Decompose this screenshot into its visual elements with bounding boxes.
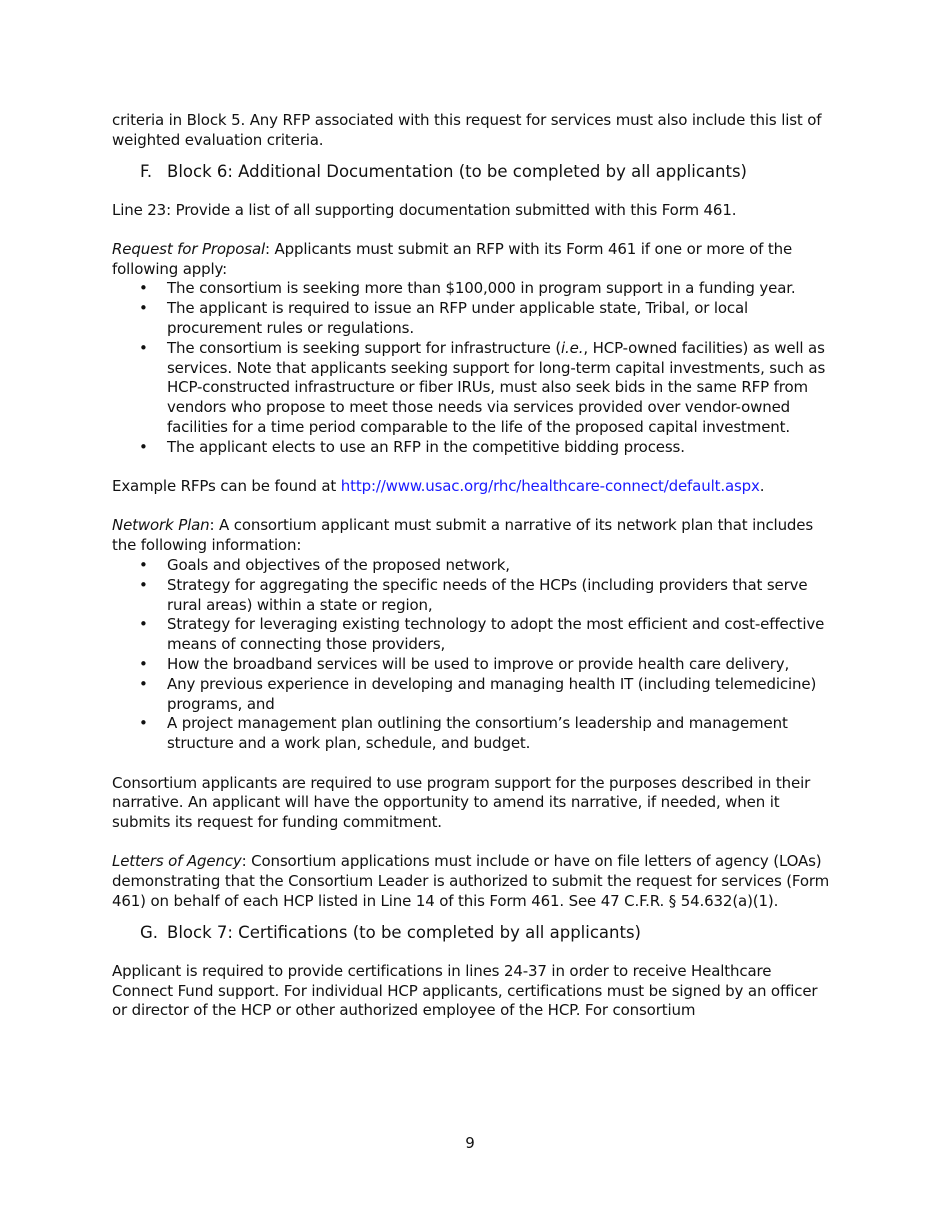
consortium-paragraph: Consortium applicants are required to use program support for the purposes described in their narrative. An applicant will have the opportunity to amend its narrative, if needed, when it submits its request for funding commitment.: [112, 773, 811, 832]
list-item: • Any previous experience in developing and managing health IT (including telemedicine) programs, and: [139, 674, 817, 713]
loa-text: : Consortium applications must include or have on file letters of agency (LOAs) demonstrating that the Consortium Leader is authorized to submit the request for services (Form 461) on behalf of each HCP listed in Line 14 of this Form 461. See 47 C.F.R. § 54.632(a)(1).: [112, 852, 830, 910]
list-item: • The applicant is required to issue an RFP under applicable state, Tribal, or local procurement rules or regulations.: [139, 299, 749, 338]
certifications-paragraph: Applicant is required to provide certifications in lines 24-37 in order to receive Healthcare Connect Fund support. For individual HCP applicants, certifications must be signed by an officer or director of the HCP or other authorized employee of the HCP. For consortium: [112, 961, 818, 1020]
rfp-intro: : Applicants must submit an RFP with its Form 461 if one or more of the following apply:: [112, 239, 793, 278]
bullet-icon: •: [139, 615, 148, 634]
network-plan-paragraph: [112, 516, 832, 556]
section-f-letter: F.: [140, 161, 153, 181]
network-plan-bullet-list: [112, 556, 832, 754]
line-23-paragraph: Line 23: Provide a list of all supporting documentation submitted with this Form 461.: [112, 200, 737, 219]
bullet-icon: •: [139, 674, 148, 693]
section-g-title: Block 7: Certifications (to be completed by all applicants): [167, 922, 641, 942]
usac-rfp-link[interactable]: http://www.usac.org/rhc/healthcare-connect/default.aspx: [340, 477, 760, 496]
bullet-icon: •: [139, 575, 148, 594]
section-f-heading: [140, 161, 832, 183]
intro-paragraph: criteria in Block 5. Any RFP associated with this request for services must also include this list of weighted evaluation criteria.: [112, 111, 822, 149]
list-item: • A project management plan outlining the consortium’s leadership and management structure and a work plan, schedule, and budget.: [139, 714, 788, 753]
network-plan-intro: : A consortium applicant must submit a narrative of its network plan that includes the following information:: [112, 516, 814, 555]
section-g-heading: [140, 922, 832, 944]
page-number: 9: [465, 1134, 475, 1152]
bullet-icon: •: [139, 338, 148, 357]
bullet-icon: •: [139, 299, 148, 318]
rfp-paragraph: [112, 240, 832, 280]
list-item: • Strategy for aggregating the specific needs of the HCPs (including providers that serve rural areas) within a state or region,: [139, 575, 808, 614]
list-item: • Strategy for leveraging existing technology to adopt the most efficient and cost-effective means of connecting those providers,: [139, 615, 825, 654]
list-item: • The applicant elects to use an RFP in the competitive bidding process.: [139, 437, 685, 456]
bullet-icon: •: [139, 556, 148, 575]
letters-of-agency-paragraph: [112, 852, 832, 911]
document-page: [112, 111, 832, 1021]
rfp-bullet-list: [112, 279, 832, 457]
list-item: • The consortium is seeking support for infrastructure (i.e., HCP-owned facilities) as well as services. Note that applicants seeking support for long-term capital investments, such as HCP-constructed infrastructure or fiber IRUs, must also seek bids in the same RFP from vendors who propose to meet those needs via services provided over vendor-owned facilities for a time period comparable to the life of the proposed capital investment.: [139, 338, 826, 437]
bullet-icon: •: [139, 714, 148, 733]
example-rfps-paragraph: Example RFPs can be found at http://www.usac.org/rhc/healthcare-connect/default.aspx.: [112, 477, 765, 496]
list-item: • The consortium is seeking more than $100,000 in program support in a funding year.: [139, 279, 796, 298]
rfp-label: Request for Proposal: [112, 239, 266, 258]
network-plan-label: Network Plan: [112, 516, 210, 535]
section-g-letter: G.: [140, 922, 159, 942]
bullet-icon: •: [139, 655, 148, 674]
list-item: • How the broadband services will be used to improve or provide health care delivery,: [139, 655, 790, 674]
loa-label: Letters of Agency: [112, 852, 242, 871]
section-f-title: Block 6: Additional Documentation (to be completed by all applicants): [167, 161, 747, 181]
bullet-icon: •: [139, 437, 148, 456]
bullet-icon: •: [139, 279, 148, 298]
list-item: • Goals and objectives of the proposed network,: [139, 556, 510, 575]
